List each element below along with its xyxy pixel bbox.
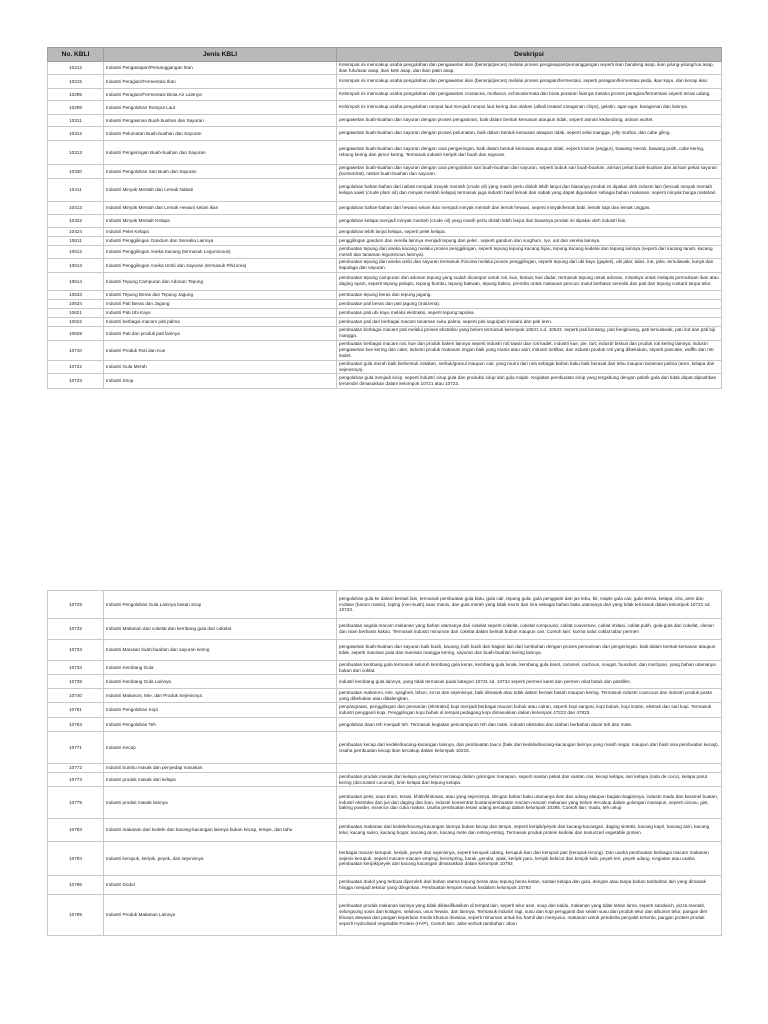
kbli-description-cell: pengolahan gula ke dalam bentuk lain, termasuk pembuatan gula batu, gula cair, tepung gula, gula pengganti dari jus tebu, bit, maple gula cair, gula stevia, kelapa, nira, aren dan molase (harum manis), toping (non-buah) saus manis, dan gula merah yang tidak murni dari nira sebagai bahan baku utamanya dan yang tidak termasuk dalam kelompok 10721 sd. 10723.: [337, 591, 722, 619]
kbli-code-cell: 10761: [48, 703, 104, 718]
kbli-description-cell: penyangraian, penggilingan dan pensarian (ekstraksi) kopi menjadi berbagai macam bubuk atau cairan, seperti kopi sangrai, kopi bubuk, kopi instan, ekstrak dan sari kopi. Termasuk industri pengganti kopi. Penggilingan kopi bubuk di tempat pedagang kopi dimasukkan dalam kelompok 47222 dan 47823.: [337, 703, 722, 718]
kbli-name-cell: Industri Minyak Mentah dan Lemak Hewani selain ikan: [104, 201, 337, 214]
kbli-code-cell: 10773: [48, 773, 104, 787]
table-row: [48, 640, 722, 661]
kbli-name-cell: Industri Manisan buah-buahan dan sayuran kering: [104, 640, 337, 661]
table-row: [48, 114, 722, 126]
kbli-code-cell: 10621: [48, 308, 104, 317]
kbli-code-cell: 10313: [48, 140, 104, 164]
table-row: [48, 62, 722, 75]
kbli-description-cell: pengawetan buah-buahan dan sayuran dengan cara pengeringan, baik dalam bentuk kemasan ataupun tidak, seperti kismis (anggur), bawang merah, bawang putih, cabe kering, rebung kering dan jamur kering. Termasuk industri keripik dari buah dan sayuran.: [337, 140, 722, 164]
table-row: [48, 236, 722, 245]
kbli-name-cell: Industri Minyak Mentah Kelapa: [104, 214, 337, 227]
header-no-kbli: No. KBLI: [48, 48, 104, 62]
kbli-description-cell: [337, 764, 722, 773]
table-row: [48, 764, 722, 773]
kbli-description-cell: pembuatan dodol yang terbuat diperoleh dari bahan utama tepung beras atau tepung beras ketan, santan kelapa dan gula, dengan atau tanpa bahan tambahan lain yang dimasak hingga menjadi tekstur yang diinginkan. Pembuatan lempok masuk kedalam kelompok 10792: [337, 876, 722, 895]
kbli-description-cell: pengolahan bahan-bahan dari nabati menjadi minyak mentah (crude oil) yang masih perlu diolah lebih lanjut dan biasanya produk ini dipakai oleh industri lain (kecuali minyak mentah kelapa sawit (crude plam oil) dan minyak mentah kelapa) termasuk juga industri hasil lemak dari nabati yang dapat digunakan sebagai bahan makanan, seperti minyak bunga matahari.: [337, 178, 722, 201]
table-row: [48, 227, 722, 236]
table-row: [48, 360, 722, 373]
kbli-description-cell: pengawetan buah-buahan dan sayuran dengan proses pengasinan, baik dalam bentuk kemasan ataupun tidak, seperti asinan kedondong, asinan wortel.: [337, 114, 722, 126]
table-row: [48, 876, 722, 895]
kbli-description-cell: pengolahan daun teh menjadi teh. Termasuk kegiatan pencampuran teh dan mate, industri ekstraksi dan olahan berbahan dasar teh dan mate.: [337, 718, 722, 732]
kbli-description-cell: pembuatan tepung beras dan tepung jagung.: [337, 290, 722, 299]
kbli-description-cell: pembuatan makaroni, mie, spagheti, bihun, so'un dan sejenisnya, baik dimasak atau tidak dalam bentuk basah maupun kering. Termasuk industri couscous dan industri produk pasta yang dibekukan atau dikalengkan.: [337, 689, 722, 703]
kbli-description-cell: pengawetan buah-buahan dan sayuran dengan proses pelumatan, baik dalam bentuk kemasan ataupun tidak, seperti selai mangga, jelly murbai, dan cabe giling.: [337, 126, 722, 140]
table-row: [48, 201, 722, 214]
kbli-description-cell: pembuatan pati dari berbagai macam tanaman suku palma, seperti pati sagu/pati mutiara dan pati aren.: [337, 317, 722, 326]
kbli-code-cell: 10614: [48, 272, 104, 290]
kbli-code-cell: 10612: [48, 245, 104, 258]
kbli-name-cell: Industri Tepung Campuran dan Adonan Tepung: [104, 272, 337, 290]
kbli-code-cell: 10771: [48, 732, 104, 764]
kbli-code-cell: 10411: [48, 178, 104, 201]
header-deskripsi: Deskripsi: [337, 48, 722, 62]
table-row: [48, 214, 722, 227]
kbli-description-cell: pembuatan gula merah baik berbentuk cetakan, serbuk/granul maupun cair, yang murni dari nira sebagai bahan baku baik berasal dari tebu maupun tanaman palma (aren, kelapa dan sejenisnya).: [337, 360, 722, 373]
table-row: [48, 842, 722, 876]
kbli-name-cell: Industri Pengasapan/Pemanggangan Ikan: [104, 62, 337, 75]
kbli-name-cell: Industri Dodol: [104, 876, 337, 895]
table-row: [48, 258, 722, 272]
table-row: [48, 272, 722, 290]
kbli-name-cell: Industri Kembang Gula Lainnya: [104, 675, 337, 689]
table-row: [48, 299, 722, 308]
kbli-name-cell: Industri Produk Makanan Lainnya: [104, 895, 337, 936]
kbli-name-cell: Industri Sirop: [104, 373, 337, 388]
kbli-description-cell: pembuatan tepung dari aneka kacang melalui proses penggilingan, seperti tepung tepung kacang hijau, tepung kacang kedelai dan tepung lainnya (seperti dari kacang tanah, kacang merah dan tanaman leguminous lainnya).: [337, 245, 722, 258]
kbli-name-cell: Industri produk masak dari kelapa: [104, 773, 337, 787]
kbli-description-cell: Kelompok ini mencakup usaha pengolahan dan pengawetan ikan (bersirip/pisces) melalui proses pengasapan/pemanggangan seperti ikan bandeng asap, ikan julung-julung/roa asap, ikan fufu/asar asap, ikan kele asap, dan ikan patin asap.: [337, 62, 722, 75]
kbli-description-cell: pembuatan produk makanan lainnya yang tidak diklasifikasikan di tempat lain, seperti telur asin, soup dan kaldu, makanan yang tidak tahan lama, seperti sandwich, pizza mentah, selongsong sosis dari kolagen, selulosa, usus hewan, dan lainnya. Termasuk industri ragi, susu dan kopi pengganti dan selain susu dan produk telur dan albumin telur, pangan diet khusus dewasa dan pangan keperluan medis khusus dewasa, seperti minuman untuk ibu hamil dan menyusui, makanan untuk penderita penyakit tertentu, pangan protein produk seperti Hydrolised Vegetable Protein (HVP). Contoh lain: Jahe serbuk tambahan: abon: [337, 895, 722, 936]
table-row: [48, 819, 722, 842]
kbli-description-cell: pembuatan petis, saus tiram, terasi, khitin/khitosan, atau yang sejenisnya, dengan bahan baku utamanya ikan dan udang ataupun bagian-bagiannya, industri madu dan karamel buatan, industri ekstraksi dan jus dari daging dan ikan, industri konsentrat buatan/pembuatan macam-macam makanan yang belum tercakup dalam golongan manapun, seperti cincau, gist, baking powder, essence dan cuka makan. Usaha pembuatan terasi udang tercakup dalam kelompok 10295. Contoh lain: madu, teh celup: [337, 787, 722, 819]
kbli-name-cell: Industri produk masak lainnya: [104, 787, 337, 819]
table-header-row: [48, 48, 722, 62]
kbli-name-cell: Industri Pengolahan Sari Buah dan Sayuran: [104, 164, 337, 178]
kbli-description-cell: pembuatan produk masak dari kelapa yang belum tercakup dalam golongan manapun, seperti santan pekat dan santan cair, kecap kelapa, sari kelapa (nata de coco), kelapa parut kering (diccicated coconut), krim kelapa dan tepung kelapa.: [337, 773, 722, 787]
table-row: [48, 675, 722, 689]
kbli-description-cell: pembuatan pati ubi kayu melalui ekstraksi, seperti tepung tapioka.: [337, 308, 722, 317]
kbli-code-cell: 10739: [48, 675, 104, 689]
kbli-name-cell: Industri Pengeringan Buah-buahan dan Sayuran: [104, 140, 337, 164]
kbli-code-cell: 10763: [48, 718, 104, 732]
kbli-code-cell: 10793: [48, 819, 104, 842]
kbli-description-cell: pengolahan gula menjadi sirop, seperti industri sirup gula dan produksi sirup dan gula maple. Kegiatan pembuatan sirop yang tergabung dengan pabrik gula dan tidak dapat dipisahkan tersendiri dimasukkan dalam kelompok 10721 atau 10722.: [337, 373, 722, 388]
kbli-name-cell: Industri Pengolahan Teh: [104, 718, 337, 732]
table-row: [48, 245, 722, 258]
kbli-code-cell: 10634: [48, 299, 104, 308]
kbli-code-cell: 10734: [48, 661, 104, 675]
kbli-code-cell: 10212: [48, 62, 104, 75]
table-row: [48, 703, 722, 718]
table-row: [48, 340, 722, 360]
table-row: [48, 164, 722, 178]
table-row: [48, 718, 722, 732]
kbli-description-cell: pembuatan pati beras dan pati jagung (maizena).: [337, 299, 722, 308]
kbli-description-cell: pengawetan buah-buahan dan sayuran baik buah, kacang, kulit buah dan bagian lain dari tumbuhan dengan proses pemanisan dan pengeringan, baik dalam bentuk kemasan ataupun tidak, seperti manisan pala dan manisan mangga kering, sayuran dan buah-buahan kering lainnya.: [337, 640, 722, 661]
kbli-code-cell: 10413: [48, 201, 104, 214]
kbli-name-cell: Industri Pati Beras dan Jagung: [104, 299, 337, 308]
kbli-code-cell: 10779: [48, 787, 104, 819]
kbli-description-cell: berbagai macam kerupuk, keripik, peyek dan sejenisnya, seperti kerupuk udang, kerupuk ikan dan kerupuk pati (kerupuk terung). Dan usaha pembuatan berbagai macam makanan sejenis kerupuk, seperti macam-macam emping, kecimpring, karak, gendar, opak, keripik paru, keripik bekicot dan keripik kulit, peyek teri, peyek udang. Kegiatan atau usaha pembuatan keripik/peyek dari kacang kacangan dimasukkan dalam kelompok 10793: [337, 842, 722, 876]
kbli-code-cell: 10710: [48, 340, 104, 360]
kbli-description-cell: pengolahan bahan-bahan dari hewani selain ikan menjadi minyak mentah dan lemak hewani, seperti minyak/lemak babi, lemak sapi dan lemak unggas.: [337, 201, 722, 214]
kbli-name-cell: Industri Minyak Mentah dan Lemak Nabati: [104, 178, 337, 201]
kbli-name-cell: Industri kerupuk, keripik, peyek, dan sejenisnya: [104, 842, 337, 876]
kbli-name-cell: Industri Pati dan produk pati lainnya: [104, 326, 337, 340]
kbli-code-cell: 10311: [48, 114, 104, 126]
kbli-description-cell: pembuatan berbagai macam pati melalui proses ekstraksi yang belum termasuk kelompok 10621 s.d. 10623, seperti pati kentang, pati bengkoang, pati temulawak, pati irut dan pati biji mangga.: [337, 326, 722, 340]
kbli-name-cell: Industri Peragian/Fermentasi Biota Air Lainnya: [104, 88, 337, 100]
kbli-code-cell: 10629: [48, 326, 104, 340]
table-row: [48, 317, 722, 326]
table-row: [48, 88, 722, 100]
kbli-table-part2: [47, 590, 722, 936]
kbli-name-cell: Industri Makaroni, Mie, dan Produk Sejenisnya: [104, 689, 337, 703]
table-row: [48, 140, 722, 164]
kbli-name-cell: Industri bumbu masak dan penyedap masakan: [104, 764, 337, 773]
kbli-code-cell: 10740: [48, 689, 104, 703]
kbli-code-cell: 10295: [48, 88, 104, 100]
kbli-code-cell: 10794: [48, 842, 104, 876]
kbli-code-cell: 10298: [48, 100, 104, 114]
kbli-name-cell: Industri Pengasinan Buah-buahan dan Sayuran: [104, 114, 337, 126]
kbli-name-cell: Industri Pelumatan Buah-buahan dan Sayuran: [104, 126, 337, 140]
kbli-description-cell: pengawetan buah-buahan dan sayuran dengan cara pengolahan sari buah-buahan dan sayuran, seperti bubuk sari buah-buahan, air/sari pekat buah-buahan dan air/sari pekat sayuran (konsentrat), nektar buah-buahan dan sayuran.: [337, 164, 722, 178]
kbli-name-cell: Industri Pati Ubi Kayu: [104, 308, 337, 317]
kbli-code-cell: 10722: [48, 360, 104, 373]
kbli-description-cell: pembuatan tepung campuran dan adonan tepung yang sudah dicampur untuk roti, kue, biskuit, kue dadar, termasuk tepung untuk adonan, misalnya untuk melapisi permukaan ikan atau daging ayam, seperti tepung pelapis, tepung bumbu, tepung bakwan, tepung bakso, premiks untuk makanan pencuci mulut berbasis serealia dan pati dan tepung custard tanpa telur.: [337, 272, 722, 290]
table-row: [48, 895, 722, 936]
kbli-name-cell: Industri Makanan dari cokelat dan kembang gula dari cokelat: [104, 619, 337, 640]
table-row: [48, 100, 722, 114]
table-row: [48, 126, 722, 140]
kbli-description-cell: industri kembang gula lainnya, yang tidak termasuk pada kategori 10731 sd. 10734 seperti permen karet dan permen obat batuk dan pastilles.: [337, 675, 722, 689]
table-row: [48, 290, 722, 299]
kbli-name-cell: Industri Penggilingan Aneka Umbi dan Sayuran (termasuk Rhizoma): [104, 258, 337, 272]
kbli-name-cell: Industri Produk Roti dan Kue: [104, 340, 337, 360]
kbli-code-cell: 10732: [48, 619, 104, 640]
header-jenis-kbli: Jenis KBLI: [104, 48, 337, 62]
kbli-name-cell: Industri berbagai macam pati palma: [104, 317, 337, 326]
kbli-description-cell: pembuatan segala macam makanan yang bahan utamanya dari cokelat seperti cokelat, cokelat compound, coklat couverture, coklat imitasi, coklat putih, gula-gula dari cokelat, olesan dan isian berbasis kakao. Termasuk industri minuman dari cokelat dalam bentuk bubuk maupun cair. Contoh lain: kurma salut coklat tabur permen: [337, 619, 722, 640]
kbli-description-cell: pembuatan berbagai macam roti, kue dan produk bakeri lainnya seperti industri roti tawar dan roti kadet; industri kue, pie, tart; industri biskuit dan produk roti kering lainnya; industri pengawetan kue kering dan cake; industri produk makanan ringan baik yang manis atau asin; industri tortillas; dan industri produk roti yang dibekukan, seperti pancake, waffle dan roti kadet.: [337, 340, 722, 360]
kbli-description-cell: penggilingan gandum dan serelia lainnya menjadi tepung dan pelet , seperti gandum dan sorghum, rye, oat dan serelia lainnya.: [337, 236, 722, 245]
table-row: [48, 773, 722, 787]
kbli-name-cell: Industri Peragian/Fermentasi Ikan: [104, 74, 337, 88]
kbli-description-cell: pengolahan kelapa menjadi minyak mentah (crude oil) yang masih perlu diolah lebih lanjut dan biasanya produk ini dipakai oleh industri lain.: [337, 214, 722, 227]
kbli-code-cell: 10733: [48, 640, 104, 661]
kbli-table-part1: [47, 47, 722, 389]
kbli-name-cell: Industri Kembang Gula: [104, 661, 337, 675]
kbli-description-cell: pengolahan lebih lanjut kelapa, seperti pelet kelapa.: [337, 227, 722, 236]
kbli-name-cell: Industri Pengolahan Gula Lainnya bukan sirop: [104, 591, 337, 619]
kbli-code-cell: 10622: [48, 317, 104, 326]
kbli-description-cell: Kelompok ini mencakup usaha pengolahan dan pengawetan ikan (bersirip/pisces) melalui proses peragian/fermentasi, seperti peragian/fermentasi peda, ikan kayu, dan kecap ikan.: [337, 74, 722, 88]
kbli-code-cell: 10729: [48, 591, 104, 619]
table-row: [48, 787, 722, 819]
kbli-code-cell: 10330: [48, 164, 104, 178]
kbli-code-cell: 10613: [48, 258, 104, 272]
kbli-code-cell: 10422: [48, 214, 104, 227]
table-row: [48, 619, 722, 640]
kbli-name-cell: Industri Pengolahan Rumput Laut: [104, 100, 337, 114]
table-row: [48, 732, 722, 764]
kbli-name-cell: Industri Penggilingan Aneka Kacang (termasuk Leguminous): [104, 245, 337, 258]
table-row: [48, 178, 722, 201]
kbli-code-cell: 10611: [48, 236, 104, 245]
kbli-code-cell: 10633: [48, 290, 104, 299]
kbli-description-cell: pembuatan kembang gula termasuk seluruh kembang gula keras, kembang gula lunak, kembang gula karet, caramel, cachous, nougat, foundant, dan marzipan, yang bahan utamanya bukan dari coklat.: [337, 661, 722, 675]
table-row: [48, 326, 722, 340]
kbli-description-cell: pembuatan kecap dari kedele/kacang-kacangan lainnya, dan pembuatan tauco (baik dari kedelai/kacang-kacangan lainnya yang masih segar, maupun dari hasil sisa pembuatan kecap). Usaha pembuatan kecap ikan tercakup dalam kelompok 10215.: [337, 732, 722, 764]
table-row: [48, 373, 722, 388]
kbli-name-cell: Industri makanan dari kedele dan kacang-kacangan lainnya bukan kecap, tempe, dan tahu: [104, 819, 337, 842]
kbli-code-cell: 10215: [48, 74, 104, 88]
kbli-name-cell: Industri Gula Merah: [104, 360, 337, 373]
table-row: [48, 689, 722, 703]
kbli-code-cell: 10312: [48, 126, 104, 140]
kbli-name-cell: Industri Pengolahan Kopi: [104, 703, 337, 718]
kbli-description-cell: Kelompok ini mencakup usaha pengolahan rumput laut menjadi rumput laut kering dan olahan (alkali treated caragenan chips), gelatin, agar-agar, karagenan dan lainnya.: [337, 100, 722, 114]
kbli-name-cell: Industri Tepung Beras dan Tepung Jagung: [104, 290, 337, 299]
kbli-code-cell: 10424: [48, 227, 104, 236]
kbli-name-cell: Industri Penggilingan Gandum dan Serealia Lainnya: [104, 236, 337, 245]
kbli-description-cell: Kelompok ini mencakup usaha pengolahan dan pengawetan crustacea, mollusca, echinodermata dan biota perairan lainnya melalui proses peragian/fermentasi seperti terasi udang.: [337, 88, 722, 100]
kbli-name-cell: Industri Pelet Kelapa: [104, 227, 337, 236]
kbli-code-cell: 10723: [48, 373, 104, 388]
table-row: [48, 661, 722, 675]
kbli-code-cell: 10799: [48, 895, 104, 936]
kbli-description-cell: pembuatan tepung dari aneka umbi dan sayuran termasuk rhizoma melalui proses penggilingan, seperti tepung dari ubi kayu (gaplek), ubi jalar, talas, irut, jahe, temulawak, kunyit dan kapulaga dan sayuran.: [337, 258, 722, 272]
table-row: [48, 74, 722, 88]
table-row: [48, 591, 722, 619]
kbli-code-cell: 10796: [48, 876, 104, 895]
table-row: [48, 308, 722, 317]
kbli-description-cell: pembuatan makanan dari kedele/kacang-kacangan lainnya bukan kecap dan tempe, seperti keripik/peyek dari kacang-kacangan, daging sintetis, kacang kapri, kacang asin, kacang telur, kacang sukro, kacang bogor, kacang atom, kacang mete dan enting-enting. Termasuk produk protein kedelai dan texturized vegetable protein.: [337, 819, 722, 842]
kbli-name-cell: Industri Kecap: [104, 732, 337, 764]
kbli-code-cell: 10772: [48, 764, 104, 773]
